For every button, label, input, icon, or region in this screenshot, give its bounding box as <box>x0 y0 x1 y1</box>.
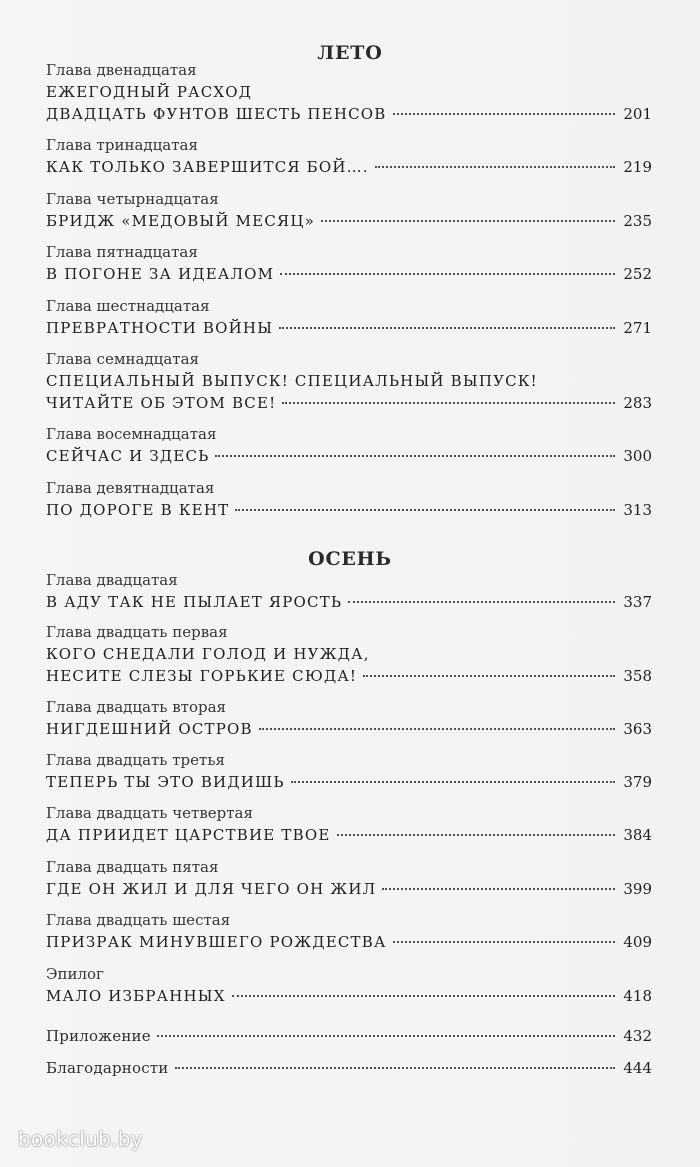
chapter-title-line: СЕЙЧАС И ЗДЕСЬ <box>46 447 210 465</box>
page-number: 337 <box>623 593 652 611</box>
acknowledgements-row <box>46 1057 652 1079</box>
toc-entry-chapter-12 <box>46 60 652 125</box>
chapter-title-line: ПО ДОРОГЕ В КЕНТ <box>46 501 230 519</box>
page-number: 235 <box>623 212 652 230</box>
chapter-title-line: ДВАДЦАТЬ ФУНТОВ ШЕСТЬ ПЕНСОВ <box>46 105 387 123</box>
chapter-label: Глава шестнадцатая <box>46 297 210 315</box>
chapter-title-line: КАК ТОЛЬКО ЗАВЕРШИТСЯ БОЙ…. <box>46 158 369 176</box>
toc-entry-epilogue <box>46 964 652 1007</box>
dot-leader <box>375 166 616 168</box>
page-number: 219 <box>623 158 652 176</box>
toc-entry-acknowledgements <box>46 1057 652 1079</box>
toc-entry-chapter-21 <box>46 622 652 687</box>
chapter-title-line: ГДЕ ОН ЖИЛ И ДЛЯ ЧЕГО ОН ЖИЛ <box>46 880 377 898</box>
page-number: 300 <box>623 447 652 465</box>
page-number: 271 <box>623 319 652 337</box>
page-number: 313 <box>623 501 652 519</box>
site-watermark: bookclub.by <box>18 1127 143 1151</box>
toc-entry-chapter-16 <box>46 296 652 339</box>
page-number: 418 <box>623 987 652 1005</box>
toc-entry-chapter-22 <box>46 697 652 740</box>
toc-entry-chapter-25 <box>46 857 652 900</box>
dot-leader <box>393 113 616 115</box>
dot-leader <box>282 402 615 404</box>
toc-entry-chapter-14 <box>46 189 652 232</box>
dot-leader <box>363 675 615 677</box>
dot-leader <box>348 601 615 603</box>
chapter-title-line: МАЛО ИЗБРАННЫХ <box>46 987 226 1005</box>
chapter-title-line: ЧИТАЙТЕ ОБ ЭТОМ ВСЕ! <box>46 394 277 412</box>
dot-leader <box>279 327 615 329</box>
page-number: 432 <box>623 1027 652 1045</box>
chapter-title-row <box>46 985 652 1007</box>
toc-entry-chapter-13 <box>46 135 652 178</box>
chapter-title-row <box>46 103 652 125</box>
dot-leader <box>291 781 616 783</box>
dot-leader <box>337 834 616 836</box>
dot-leader <box>157 1035 616 1037</box>
toc-entry-chapter-23 <box>46 750 652 793</box>
chapter-label: Глава семнадцатая <box>46 350 199 368</box>
page-number: 409 <box>623 933 652 951</box>
chapter-title-row <box>46 878 652 900</box>
chapter-title-row <box>46 591 652 613</box>
chapter-title-line: НИГДЕШНИЙ ОСТРОВ <box>46 720 253 738</box>
chapter-title-row <box>46 771 652 793</box>
page-number: 283 <box>623 394 652 412</box>
page-number: 384 <box>623 826 652 844</box>
chapter-label: Глава четырнадцатая <box>46 190 219 208</box>
chapter-title-line: В АДУ ТАК НЕ ПЫЛАЕТ ЯРОСТЬ <box>46 593 343 611</box>
chapter-label: Глава двенадцатая <box>46 61 197 79</box>
chapter-title-row <box>46 499 652 521</box>
chapter-title-row <box>46 317 652 339</box>
chapter-title-line: В ПОГОНЕ ЗА ИДЕАЛОМ <box>46 265 275 283</box>
chapter-label: Глава девятнадцатая <box>46 479 215 497</box>
chapter-label: Глава восемнадцатая <box>46 425 217 443</box>
chapter-label: Глава двадцать шестая <box>46 911 231 929</box>
chapter-title-line: ПРИЗРАК МИНУВШЕГО РОЖДЕСТВА <box>46 933 387 951</box>
chapter-label: Глава двадцать вторая <box>46 698 227 716</box>
dot-leader <box>259 728 616 730</box>
chapter-title-line: НЕСИТЕ СЛЕЗЫ ГОРЬКИЕ СЮДА! <box>46 667 358 685</box>
toc-entry-chapter-26 <box>46 910 652 953</box>
chapter-title-line: ТЕПЕРЬ ТЫ ЭТО ВИДИШЬ <box>46 773 285 791</box>
chapter-label: Глава тринадцатая <box>46 136 198 154</box>
dot-leader <box>215 455 615 457</box>
chapter-title-row <box>46 824 652 846</box>
appendix-label: Приложение <box>46 1027 151 1045</box>
chapter-title-row <box>46 445 652 467</box>
toc-entry-chapter-24 <box>46 803 652 846</box>
dot-leader <box>232 995 616 997</box>
dot-leader <box>393 941 616 943</box>
chapter-title-line: ПРЕВРАТНОСТИ ВОЙНЫ <box>46 319 274 337</box>
chapter-title-line: ЕЖЕГОДНЫЙ РАСХОД <box>46 83 253 101</box>
chapter-label: Глава пятнадцатая <box>46 243 198 261</box>
dot-leader <box>175 1067 616 1069</box>
chapter-title-row <box>46 718 652 740</box>
page-number: 201 <box>623 105 652 123</box>
chapter-title-row <box>46 665 652 687</box>
dot-leader <box>321 220 615 222</box>
chapter-title-line: СПЕЦИАЛЬНЫЙ ВЫПУСК! СПЕЦИАЛЬНЫЙ ВЫПУСК! <box>46 372 538 390</box>
chapter-title-row <box>46 392 652 414</box>
page-number: 252 <box>623 265 652 283</box>
chapter-label: Глава двадцать третья <box>46 751 225 769</box>
page-number: 379 <box>623 773 652 791</box>
chapter-label: Эпилог <box>46 965 104 983</box>
dot-leader <box>280 273 615 275</box>
chapter-title-row <box>46 210 652 232</box>
page-number: 358 <box>623 667 652 685</box>
toc-entry-chapter-20 <box>46 570 652 613</box>
chapter-title-line: БРИДЖ «МЕДОВЫЙ МЕСЯЦ» <box>46 212 315 230</box>
page-number: 444 <box>623 1059 652 1077</box>
chapter-label: Глава двадцать пятая <box>46 858 219 876</box>
toc-entry-chapter-19 <box>46 478 652 521</box>
chapter-title-line: КОГО СНЕДАЛИ ГОЛОД И НУЖДА, <box>46 645 370 663</box>
toc-entry-chapter-17 <box>46 349 652 414</box>
toc-entry-chapter-15 <box>46 242 652 285</box>
chapter-label: Глава двадцатая <box>46 571 178 589</box>
chapter-title-row <box>46 931 652 953</box>
dot-leader <box>235 509 615 511</box>
toc-entry-appendix <box>46 1025 652 1047</box>
page-number: 363 <box>623 720 652 738</box>
acknowledgements-label: Благодарности <box>46 1059 169 1077</box>
page-number: 399 <box>623 880 652 898</box>
chapter-title-line: ДА ПРИИДЕТ ЦАРСТВИЕ ТВОЕ <box>46 826 331 844</box>
section-title-autumn: ОСЕНЬ <box>308 548 392 570</box>
section-title-summer: ЛЕТО <box>317 42 383 64</box>
chapter-title-row <box>46 263 652 285</box>
chapter-label: Глава двадцать первая <box>46 623 228 641</box>
toc-entry-chapter-18 <box>46 424 652 467</box>
appendix-row <box>46 1025 652 1047</box>
dot-leader <box>382 888 615 890</box>
chapter-label: Глава двадцать четвертая <box>46 804 253 822</box>
chapter-title-row <box>46 156 652 178</box>
